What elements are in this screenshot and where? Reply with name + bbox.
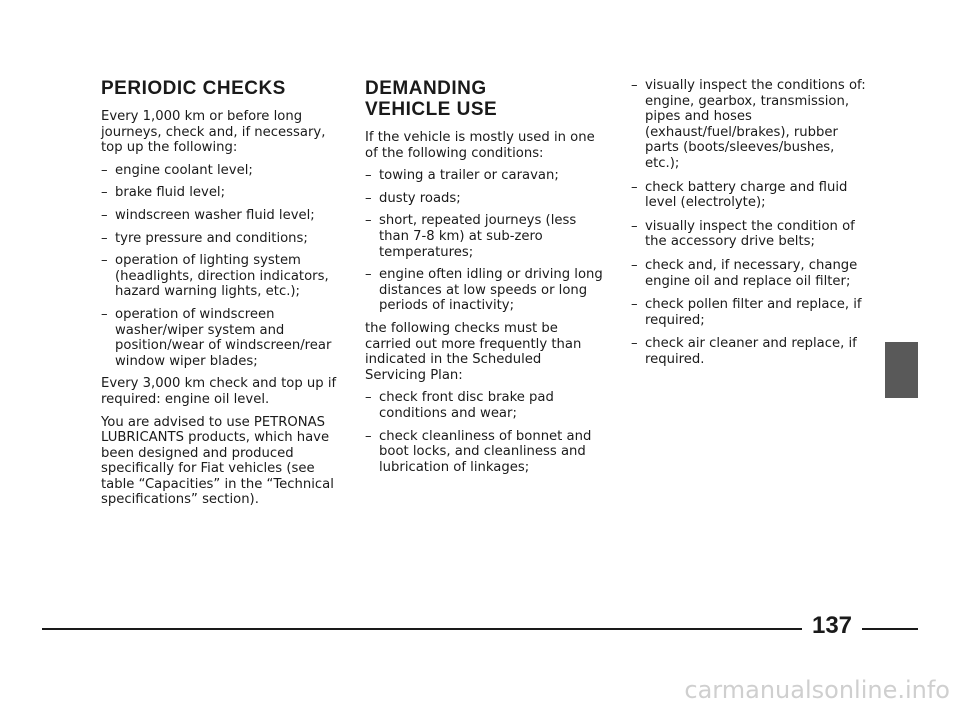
periodic-checks-heading: PERIODIC CHECKS [101,78,286,99]
list-item-text: brake fluid level; [115,185,226,201]
dash-bullet: – [631,297,638,313]
dash-bullet: – [365,428,372,444]
list-item [365,267,605,314]
heading-line-2: VEHICLE USE [365,99,498,120]
list-item-text: check battery charge and fluid level (electrolyte); [645,179,848,211]
lubricants-paragraph: You are advised to use PETRONAS LUBRICANTS products, which have been designed and produced specifically for Fiat vehicles (see table “Capacities” in the “Technical specifications” section). [101,414,334,508]
dash-bullet: – [365,390,372,406]
dash-bullet: – [101,207,108,223]
dash-bullet: – [101,162,108,178]
list-item [101,253,341,300]
dash-bullet: – [101,306,108,322]
dash-bullet: – [631,336,638,352]
engine-oil-paragraph: Every 3,000 km check and top up if required: engine oil level. [101,376,337,407]
list-item [101,163,341,179]
watermark: carmanualsonline.info [684,676,950,704]
list-item [365,168,605,184]
dash-bullet: – [631,257,638,273]
list-item-text: engine often idling or driving long distances at low speeds or long periods of inactivity; [379,267,603,314]
list-item [101,208,341,224]
list-item-text: visually inspect the condition of the accessory drive belts; [645,218,855,250]
footer-rule-right [862,628,918,630]
list-item [101,185,341,201]
dash-bullet: – [101,185,108,201]
periodic-checks-column [101,78,341,515]
demanding-use-intro: If the vehicle is mostly used in one of the following conditions: [365,130,595,161]
list-item-text: engine coolant level; [115,162,253,178]
list-item [101,307,341,369]
list-item [631,297,871,328]
dash-bullet: – [365,168,372,184]
list-item [365,429,605,476]
dash-bullet: – [365,267,372,283]
page-number: 137 [811,612,853,639]
dash-bullet: – [631,78,638,93]
list-item-text: check air cleaner and replace, if required. [645,336,857,367]
list-item [631,219,871,250]
dash-bullet: – [365,213,372,229]
list-item-text: operation of lighting system (headlights, direction indicators, hazard warning lights, etc.); [115,253,329,300]
heading-line-1: DEMANDING [365,78,487,99]
frequency-paragraph: the following checks must be carried out more frequently than indicated in the Scheduled Servicing Plan: [365,320,582,383]
list-item-text: tyre pressure and conditions; [115,230,308,246]
list-item-text: short, repeated journeys (less than 7-8 km) at sub-zero temperatures; [379,213,577,260]
list-item [631,180,871,211]
list-item-text: visually inspect the conditions of: engine, gearbox, transmission, pipes and hoses (exhaust/fuel/brakes), rubber parts (boots/sleeves/bushes, etc.); [645,78,866,171]
list-item-text: dusty roads; [379,190,461,206]
list-item [631,78,871,172]
dash-bullet: – [365,190,372,206]
periodic-checks-intro: Every 1,000 km or before long journeys, check and, if necessary, top up the following: [101,109,326,156]
list-item-text: check and, if necessary, change engine oil and replace oil filter; [645,257,858,289]
demanding-use-column [365,78,605,482]
dash-bullet: – [631,179,638,195]
list-item-text: operation of windscreen washer/wiper system and position/wear of windscreen/rear window wiper blades; [115,306,332,369]
list-item [101,231,341,247]
list-item [365,390,605,421]
dash-bullet: – [101,230,108,246]
footer-rule-left [42,628,802,630]
dash-bullet: – [101,253,108,269]
inspection-column [631,78,871,376]
list-item [631,258,871,289]
section-tab-marker [885,342,918,398]
demanding-use-heading [365,78,605,120]
dash-bullet: – [631,218,638,234]
list-item-text: windscreen washer fluid level; [115,207,315,223]
list-item [631,336,871,367]
list-item-text: check front disc brake pad conditions and wear; [379,390,554,421]
list-item [365,213,605,260]
list-item-text: towing a trailer or caravan; [379,168,559,184]
list-item [365,191,605,207]
list-item-text: check pollen filter and replace, if required; [645,297,862,328]
list-item-text: check cleanliness of bonnet and boot locks, and cleanliness and lubrication of linkages; [379,428,592,475]
